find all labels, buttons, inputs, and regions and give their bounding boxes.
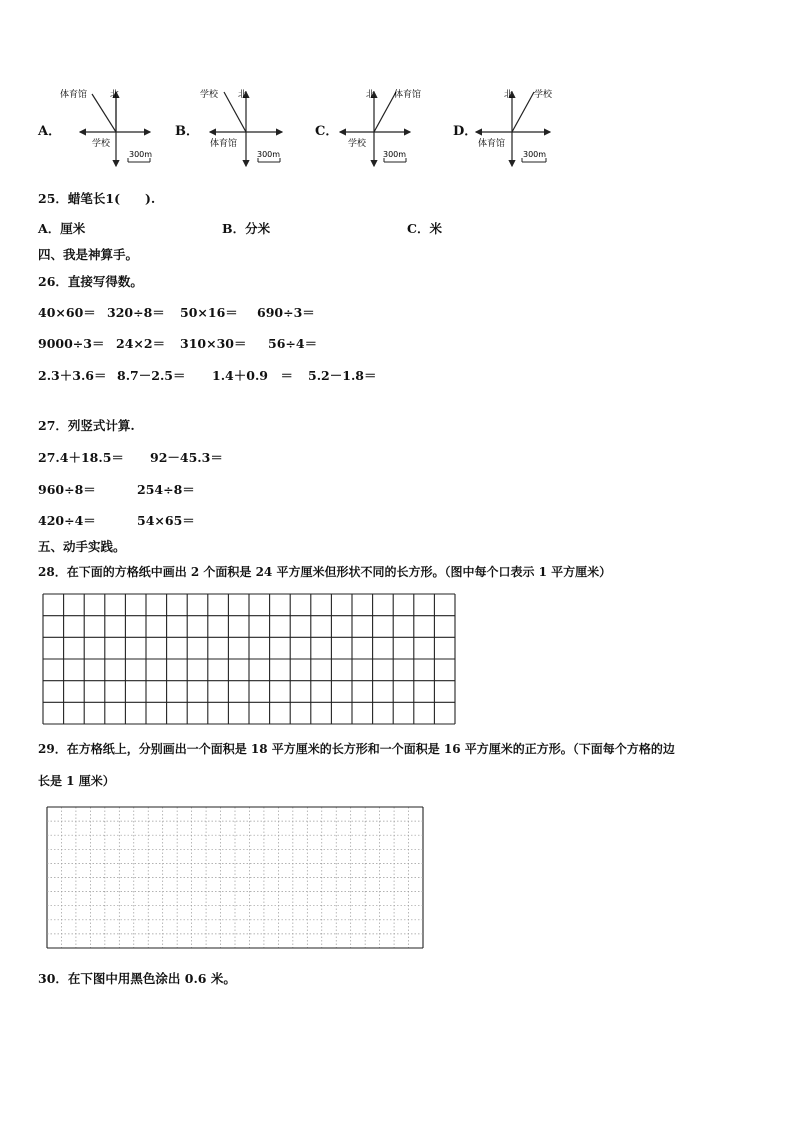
north-label: 北 [366,90,376,100]
q29-dotted-grid[interactable] [46,806,424,949]
q27-item: 960÷8＝ [38,482,96,497]
place-label-first: 学校 [200,90,219,100]
section-4-heading: 四、我是神算手。 [38,247,139,262]
q24-option-d-diagram[interactable] [472,84,572,172]
q29-stem-line-1: 29．在方格纸上，分别画出一个面积是 18 平方厘米的长方形和一个面积是 16 平方厘米的正方形。（下面每个方格的边 [38,742,675,756]
q25-option-a[interactable]: A．厘米 [38,221,86,236]
q24-option-b-diagram[interactable] [198,84,298,172]
q26-item: 5.2－1.8＝ [308,368,377,383]
q26-item: 310×30＝ [180,336,247,351]
north-label: 北 [238,90,248,100]
q24-option-a-diagram[interactable] [58,84,158,172]
q27-stem: 27．列竖式计算. [38,418,135,433]
q25-stem: 25．蜡笔长1( ). [38,191,156,206]
q28-stem: 28．在下面的方格纸中画出 2 个面积是 24 平方厘米但形状不同的长方形。（图中每个口表示 1 平方厘米） [38,565,612,579]
section-5-heading: 五、动手实践。 [38,539,126,554]
scale-label: 300m [383,150,407,159]
q24-option-b-label[interactable]: B． [175,124,199,139]
scale-label: 300m [257,150,281,159]
q26-item: 320÷8＝ [107,305,165,320]
q26-item: 56÷4＝ [268,336,318,351]
q24-option-c-label[interactable]: C． [315,124,339,139]
q26-item: 1.4＋0.9 ＝ [212,368,293,383]
q26-item: 40×60＝ [38,305,96,320]
place-label-second: 学校 [92,139,111,149]
q24-option-c-diagram[interactable] [334,84,434,172]
place-label-first: 体育馆 [60,90,88,100]
q26-item: 2.3＋3.6＝ [38,368,107,383]
q26-item: 8.7－2.5＝ [117,368,186,383]
q27-item: 27.4＋18.5＝ [38,450,124,465]
q30-stem: 30．在下图中用黑色涂出 0.6 米。 [38,971,236,986]
direction-line [374,92,396,132]
q27-item: 92－45.3＝ [150,450,223,465]
q25-option-b[interactable]: B．分米 [222,221,271,236]
scale-label: 300m [129,150,153,159]
q27-item: 254÷8＝ [137,482,195,497]
q28-square-grid[interactable] [42,593,456,725]
place-label-second: 体育馆 [210,139,238,149]
q26-stem: 26．直接写得数。 [38,274,143,289]
q27-item: 54×65＝ [137,513,195,528]
north-label: 北 [504,90,514,100]
q26-item: 50×16＝ [180,305,238,320]
q26-item: 9000÷3＝ [38,336,105,351]
q26-item: 24×2＝ [116,336,166,351]
q26-item: 690÷3＝ [257,305,315,320]
place-label-first: 体育馆 [394,90,422,100]
q24-option-a-label[interactable]: A． [38,124,62,139]
place-label-second: 学校 [348,139,367,149]
q29-stem-line-2: 长是 1 厘米） [38,774,115,788]
q27-item: 420÷4＝ [38,513,96,528]
place-label-second: 体育馆 [478,139,506,149]
direction-line [512,92,534,132]
q25-option-c[interactable]: C．米 [407,221,442,236]
scale-label: 300m [523,150,547,159]
q24-option-d-label[interactable]: D． [453,124,478,139]
place-label-first: 学校 [534,90,553,100]
north-label: 北 [110,90,120,100]
